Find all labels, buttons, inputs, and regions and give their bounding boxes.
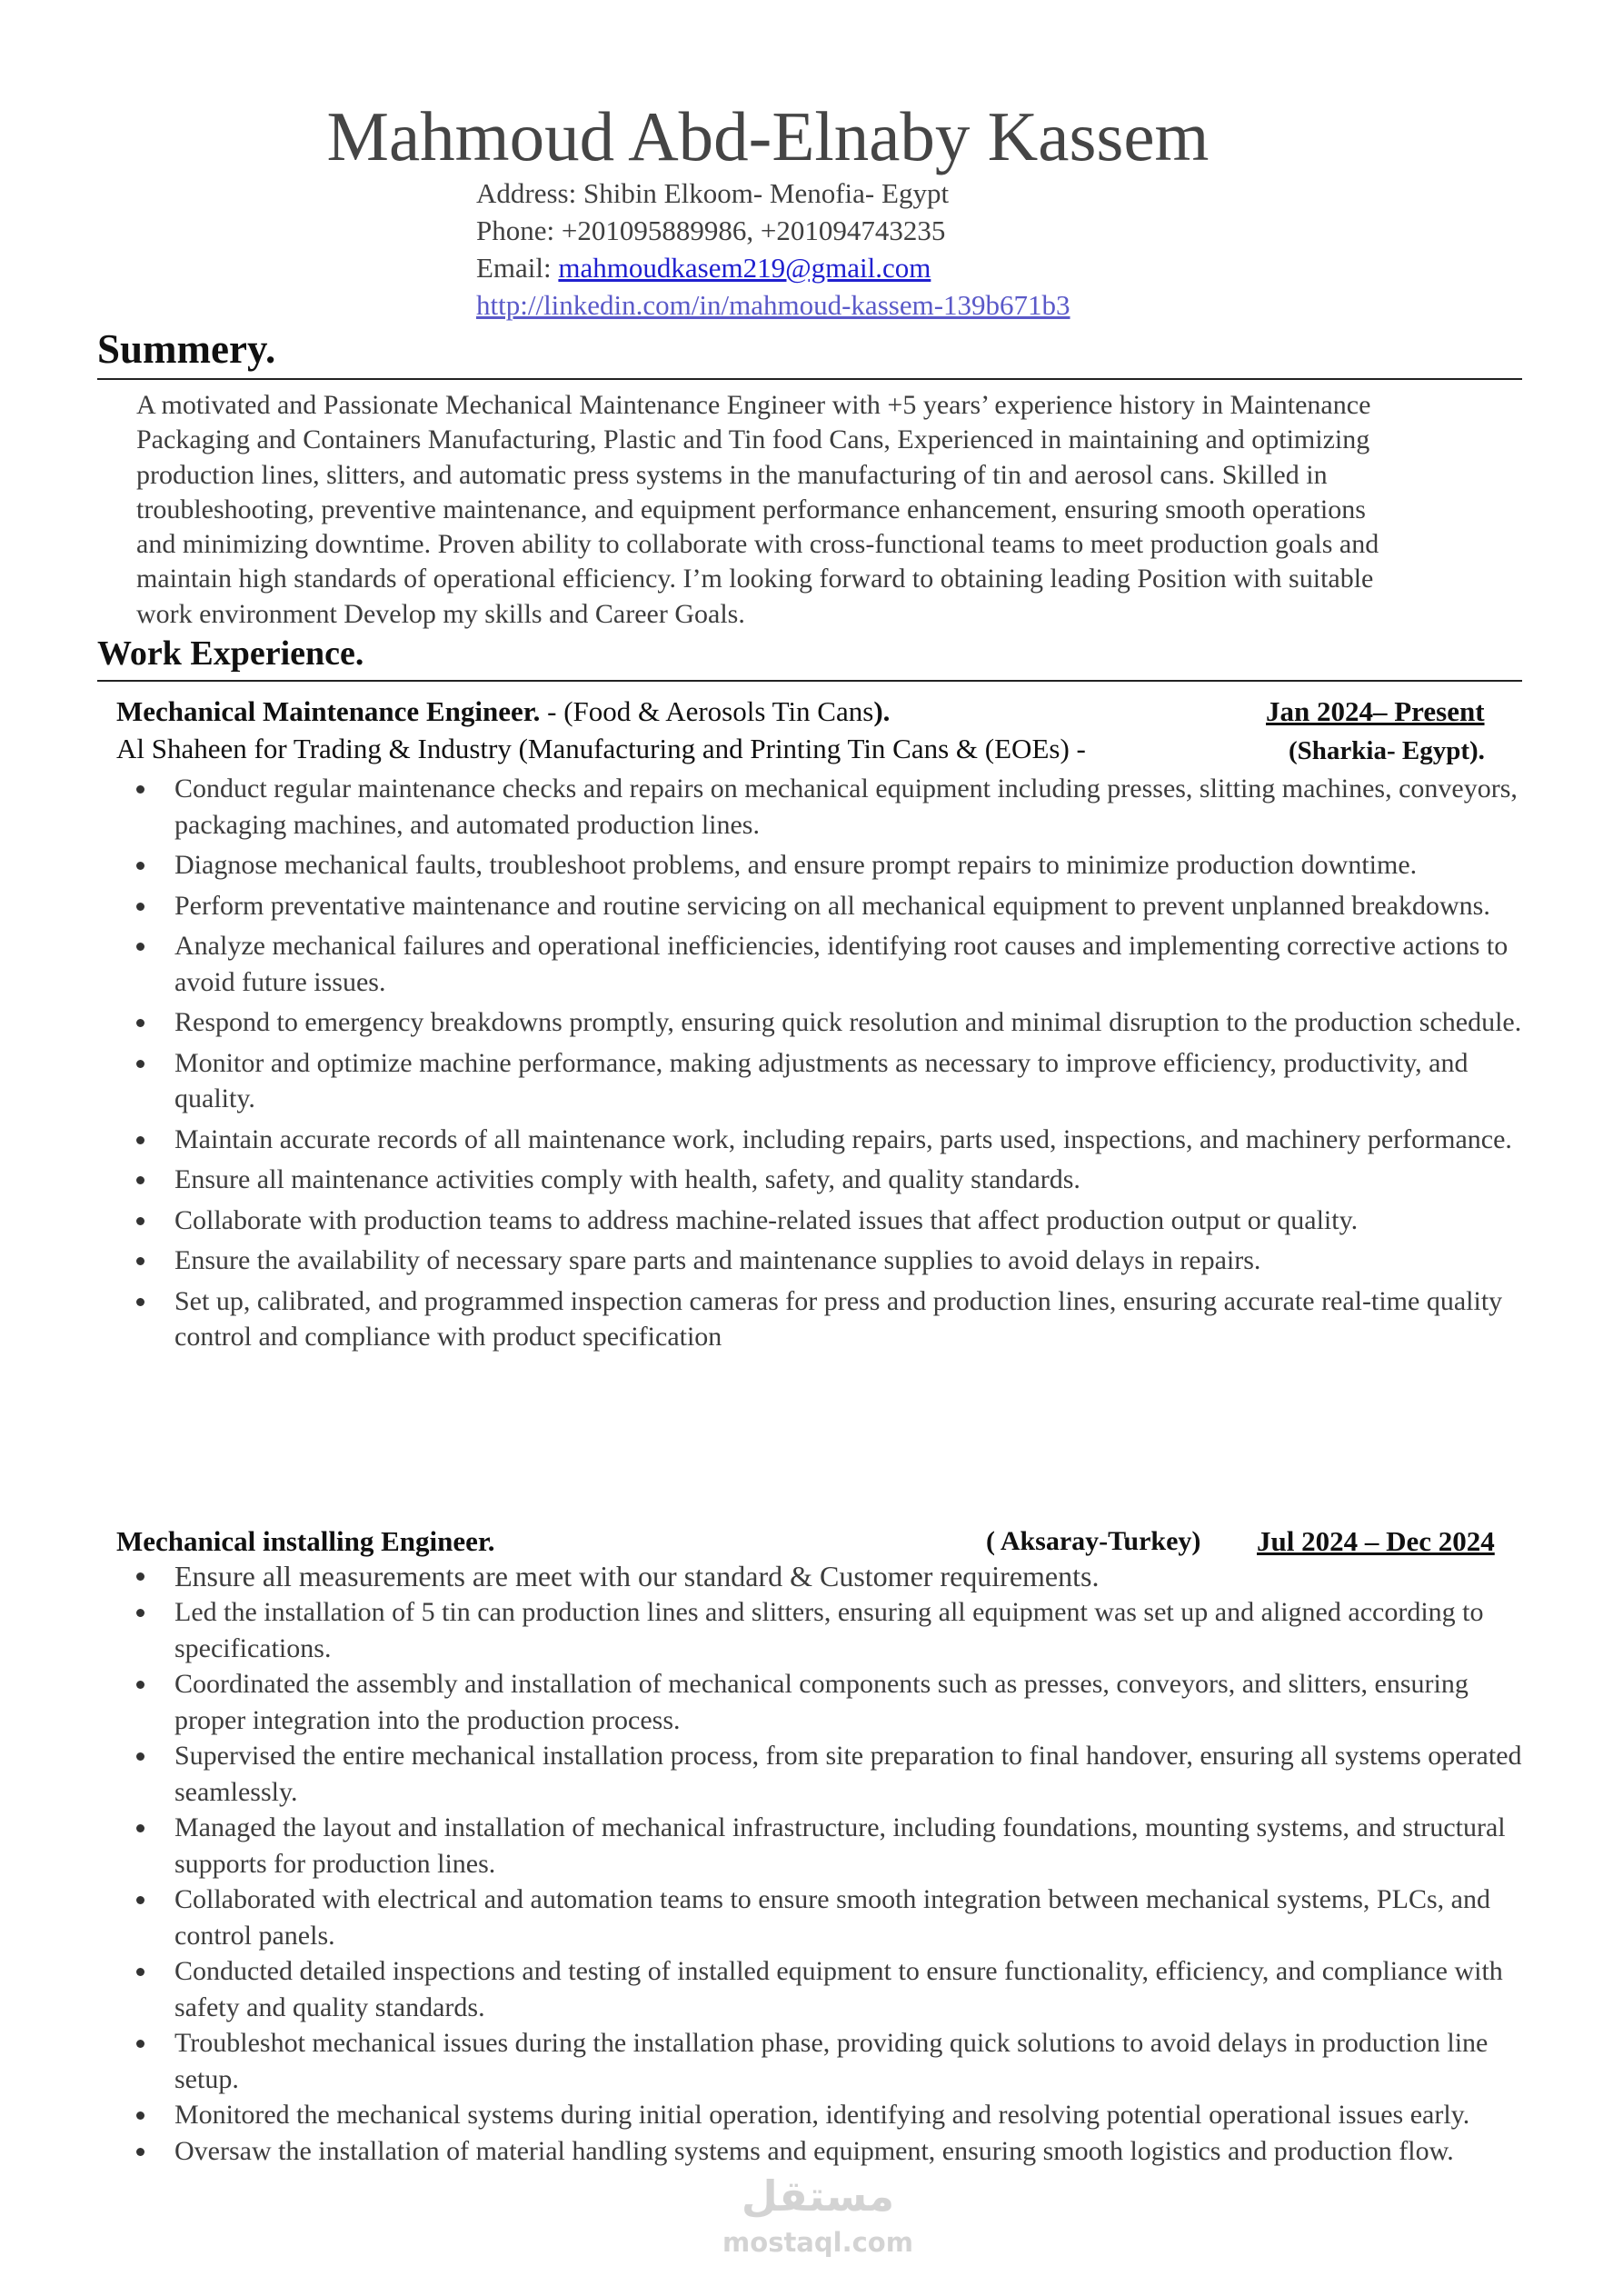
summary-line: and minimizing downtime. Proven ability to collaborate with cross-functional teams to meet production goals and — [136, 529, 1379, 560]
email-link[interactable]: mahmoudkasem219@gmail.com — [558, 252, 931, 284]
list-item: Analyze mechanical failures and operational inefficiencies, identifying root causes and implementing corrective actions to avoid future issues. — [136, 928, 1527, 1000]
email-label: Email: — [476, 252, 559, 284]
job1-separator: - — [540, 695, 564, 727]
list-item: Managed the layout and installation of mechanical infrastructure, including foundations, mounting systems, and structural supports for production lines. — [136, 1810, 1527, 1882]
list-item: Oversaw the installation of material handling systems and equipment, ensuring smooth logistics and production flow. — [136, 2133, 1527, 2170]
list-item: Conducted detailed inspections and testing of installed equipment to ensure functionality, efficiency, and compliance with safety and quality standards. — [136, 1953, 1527, 2025]
email-line — [476, 250, 931, 286]
list-item: Diagnose mechanical faults, troubleshoot problems, and ensure prompt repairs to minimize production downtime. — [136, 847, 1527, 883]
summary-divider — [97, 378, 1522, 380]
job2-date: Jul 2024 – Dec 2024 — [1257, 1525, 1495, 1557]
work-divider — [97, 680, 1522, 682]
job1-title: Mechanical Maintenance Engineer. — [116, 695, 541, 727]
linkedin-link[interactable]: http://linkedin.com/in/mahmoud-kassem-139b671b3 — [476, 289, 1070, 321]
list-item: Perform preventative maintenance and routine servicing on all mechanical equipment to prevent unplanned breakdowns. — [136, 888, 1527, 924]
list-item: Collaborated with electrical and automation teams to ensure smooth integration between mechanical systems, PLCs, and control panels. — [136, 1882, 1527, 1953]
list-item: Ensure the availability of necessary spare parts and maintenance supplies to avoid delays in repairs. — [136, 1243, 1527, 1279]
address-line: Address: Shibin Elkoom- Menofia- Egypt — [476, 177, 950, 209]
watermark-site: mostaql.com — [722, 2227, 913, 2258]
list-item: Coordinated the assembly and installation of mechanical components such as presses, conveyors, and slitters, ensuring proper integration into the production process. — [136, 1666, 1527, 1738]
resume-name: Mahmoud Abd-Elnaby Kassem — [326, 97, 1210, 175]
work-experience-title: Work Experience. — [97, 634, 364, 673]
watermark-logo: مستقل — [741, 2171, 895, 2221]
list-item: Conduct regular maintenance checks and repairs on mechanical equipment including presses, slitting machines, conveyors, packaging machines, and automated production lines. — [136, 771, 1527, 843]
phone-line: Phone: +201095889986, +201094743235 — [476, 215, 946, 246]
summary-line: production lines, slitters, and automatic press systems in the manufacturing of tin and aerosol cans. Skilled in — [136, 459, 1328, 490]
summary-line: Packaging and Containers Manufacturing, Plastic and Tin food Cans, Experienced in maintaining and optimizing — [136, 424, 1370, 455]
job1-location: (Sharkia- Egypt). — [1289, 736, 1485, 765]
list-item: Monitor and optimize machine performance, making adjustments as necessary to improve efficiency, productivity, and quality. — [136, 1045, 1527, 1117]
job2-title: Mechanical installing Engineer. — [116, 1525, 495, 1557]
list-item: Led the installation of 5 tin can production lines and slitters, ensuring all equipment was set up and aligned according to specifications. — [136, 1594, 1527, 1666]
summary-line: work environment Develop my skills and Career Goals. — [136, 598, 745, 629]
job1-date: Jan 2024– Present — [1266, 695, 1485, 727]
list-item: Collaborate with production teams to address machine-related issues that affect production output or quality. — [136, 1203, 1527, 1239]
job1-title-line — [116, 694, 890, 730]
list-item: Maintain accurate records of all maintenance work, including repairs, parts used, inspections, and machinery performance. — [136, 1122, 1527, 1158]
job1-subtitle: (Food & Aerosols Tin Cans — [563, 695, 874, 727]
job2-bullet-list — [136, 1558, 1527, 2169]
linkedin-line — [476, 287, 1070, 324]
job1-close: ). — [873, 695, 891, 727]
summary-line: maintain high standards of operational efficiency. I’m looking forward to obtaining leading Position with suitable — [136, 564, 1374, 594]
job1-bullet-list — [136, 771, 1527, 1355]
job1-company: Al Shaheen for Trading & Industry (Manufacturing and Printing Tin Cans & (EOEs) - — [116, 733, 1086, 764]
summary-paragraph — [136, 388, 1527, 632]
summary-line: troubleshooting, preventive maintenance, and equipment performance enhancement, ensuring smooth operations — [136, 494, 1366, 524]
list-item: Ensure all maintenance activities comply with health, safety, and quality standards. — [136, 1162, 1527, 1198]
list-item: Supervised the entire mechanical installation process, from site preparation to final handover, ensuring all systems operated seamlessly. — [136, 1738, 1527, 1810]
list-item: Set up, calibrated, and programmed inspection cameras for press and production lines, ensuring accurate real-time quality control and compliance with product specification — [136, 1283, 1527, 1355]
list-item: Monitored the mechanical systems during initial operation, identifying and resolving potential operational issues early. — [136, 2097, 1527, 2133]
list-item: Respond to emergency breakdowns promptly, ensuring quick resolution and minimal disruption to the production schedule. — [136, 1004, 1527, 1041]
list-item: Ensure all measurements are meet with our standard & Customer requirements. — [136, 1558, 1527, 1594]
summary-title: Summery. — [97, 326, 276, 372]
job2-location: ( Aksaray-Turkey) — [986, 1526, 1201, 1556]
list-item: Troubleshot mechanical issues during the installation phase, providing quick solutions to avoid delays in production line setup. — [136, 2025, 1527, 2097]
summary-line: A motivated and Passionate Mechanical Maintenance Engineer with +5 years’ experience history in Maintenance — [136, 390, 1371, 420]
